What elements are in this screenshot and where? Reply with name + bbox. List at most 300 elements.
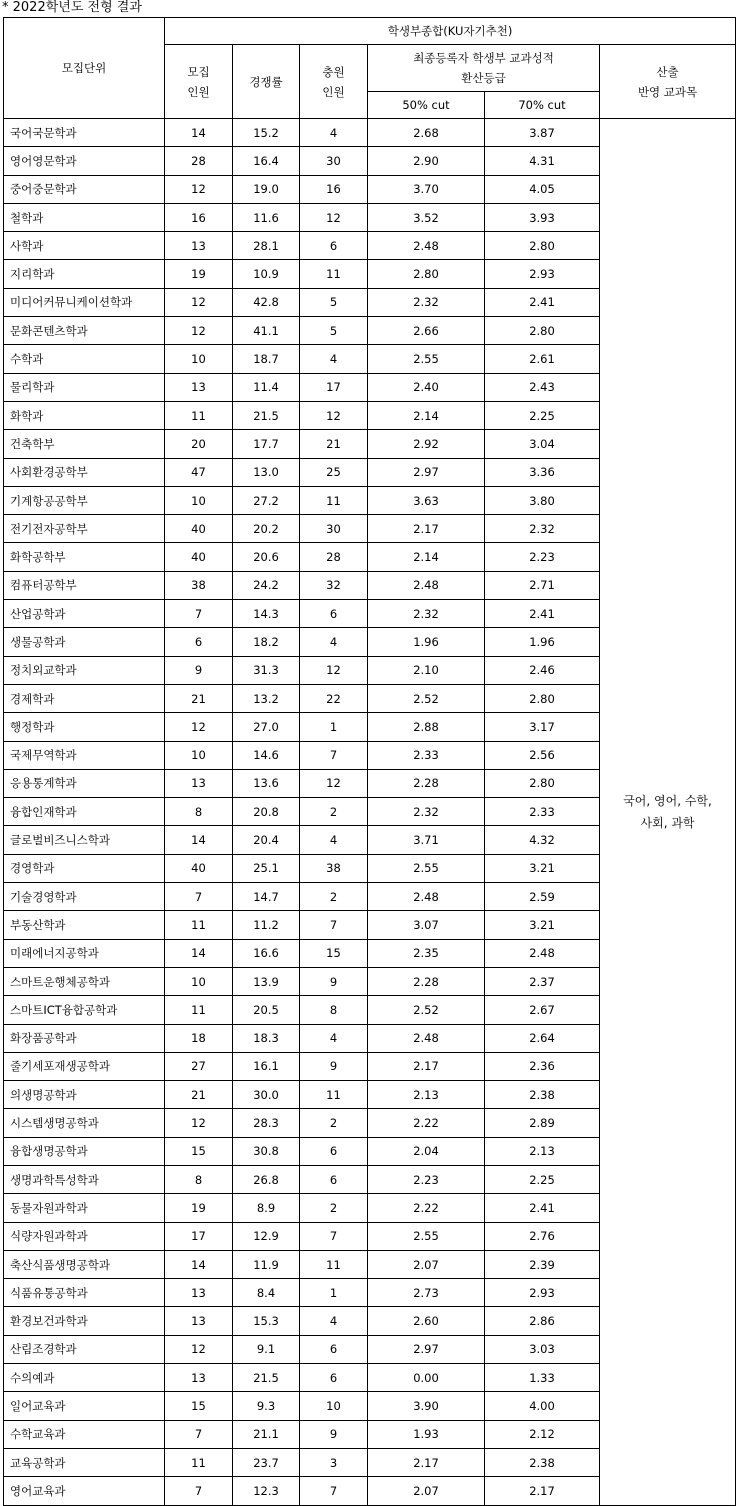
competition-rate-cell: 13.0 [233,458,300,486]
header-waitlist-line2: 인원 [322,84,345,99]
cut70-cell: 2.39 [485,1250,600,1278]
competition-rate-cell: 24.2 [233,571,300,599]
header-quota-line1: 모집 [187,64,210,79]
quota-cell: 10 [165,486,233,514]
waitlist-cell: 4 [300,826,368,854]
competition-rate-cell: 19.0 [233,175,300,203]
competition-rate-cell: 27.2 [233,486,300,514]
cut50-cell: 2.88 [368,713,485,741]
cut50-cell: 1.96 [368,628,485,656]
competition-rate-cell: 9.3 [233,1392,300,1420]
dept-name: 건축학부 [4,430,165,458]
dept-name: 글로벌비즈니스학과 [4,826,165,854]
quota-cell: 40 [165,854,233,882]
cut70-cell: 2.41 [485,1194,600,1222]
dept-name: 스마트ICT융합공학과 [4,996,165,1024]
waitlist-cell: 11 [300,1081,368,1109]
header-cut70: 70% cut [485,92,600,119]
cut70-cell: 2.25 [485,1165,600,1193]
cut50-cell: 2.97 [368,458,485,486]
quota-cell: 8 [165,798,233,826]
cut70-cell: 3.17 [485,713,600,741]
quota-cell: 14 [165,939,233,967]
waitlist-cell: 6 [300,1364,368,1392]
cut70-cell: 2.93 [485,260,600,288]
cut50-cell: 2.66 [368,317,485,345]
dept-name: 산업공학과 [4,600,165,628]
competition-rate-cell: 30.8 [233,1137,300,1165]
quota-cell: 16 [165,203,233,231]
cut50-cell: 2.48 [368,232,485,260]
waitlist-cell: 17 [300,373,368,401]
cut50-cell: 2.28 [368,967,485,995]
waitlist-cell: 2 [300,1109,368,1137]
waitlist-cell: 6 [300,1335,368,1363]
cut50-cell: 2.32 [368,600,485,628]
competition-rate-cell: 11.2 [233,911,300,939]
quota-cell: 13 [165,1307,233,1335]
competition-rate-cell: 28.3 [233,1109,300,1137]
waitlist-cell: 12 [300,203,368,231]
dept-name: 기술경영학과 [4,883,165,911]
quota-cell: 11 [165,996,233,1024]
waitlist-cell: 11 [300,1250,368,1278]
cut50-cell: 3.52 [368,203,485,231]
cut70-cell: 2.36 [485,1052,600,1080]
quota-cell: 47 [165,458,233,486]
quota-cell: 15 [165,1392,233,1420]
dept-name: 미디어커뮤니케이션학과 [4,288,165,316]
quota-cell: 14 [165,119,233,147]
quota-cell: 8 [165,1165,233,1193]
header-subjects-line1: 산출 [656,64,679,79]
cut50-cell: 2.52 [368,684,485,712]
cut70-cell: 2.59 [485,883,600,911]
waitlist-cell: 4 [300,345,368,373]
competition-rate-cell: 14.3 [233,600,300,628]
quota-cell: 13 [165,373,233,401]
cut70-cell: 2.80 [485,317,600,345]
dept-name: 생물공학과 [4,628,165,656]
header-subjects-line2: 반영 교과목 [637,84,698,99]
cut70-cell: 2.89 [485,1109,600,1137]
competition-rate-cell: 23.7 [233,1448,300,1476]
quota-cell: 19 [165,1194,233,1222]
waitlist-cell: 32 [300,571,368,599]
waitlist-cell: 22 [300,684,368,712]
competition-rate-cell: 15.2 [233,119,300,147]
quota-cell: 10 [165,345,233,373]
dept-name: 일어교육과 [4,1392,165,1420]
cut50-cell: 2.17 [368,1052,485,1080]
waitlist-cell: 21 [300,430,368,458]
header-grade-line1: 최종등록자 학생부 교과성적 [413,51,554,65]
cut50-cell: 2.68 [368,119,485,147]
competition-rate-cell: 11.4 [233,373,300,401]
quota-cell: 9 [165,656,233,684]
dept-name: 경제학과 [4,684,165,712]
competition-rate-cell: 14.6 [233,741,300,769]
quota-cell: 19 [165,260,233,288]
quota-cell: 27 [165,1052,233,1080]
waitlist-cell: 10 [300,1392,368,1420]
waitlist-cell: 7 [300,911,368,939]
quota-cell: 40 [165,515,233,543]
cut70-cell: 2.25 [485,401,600,429]
quota-cell: 7 [165,883,233,911]
waitlist-cell: 6 [300,232,368,260]
waitlist-cell: 4 [300,628,368,656]
cut50-cell: 0.00 [368,1364,485,1392]
cut50-cell: 2.35 [368,939,485,967]
waitlist-cell: 6 [300,1137,368,1165]
cut70-cell: 4.31 [485,147,600,175]
dept-name: 기계항공공학부 [4,486,165,514]
dept-name: 물리학과 [4,373,165,401]
waitlist-cell: 7 [300,1477,368,1505]
competition-rate-cell: 42.8 [233,288,300,316]
header-competition: 경쟁률 [233,45,300,119]
quota-cell: 12 [165,288,233,316]
competition-rate-cell: 9.1 [233,1335,300,1363]
cut70-cell: 2.61 [485,345,600,373]
waitlist-cell: 5 [300,288,368,316]
cut70-cell: 3.04 [485,430,600,458]
header-grade [368,45,600,92]
subjects-line: 국어, 영어, 수학, [623,793,712,808]
cut70-cell: 3.03 [485,1335,600,1363]
dept-name: 화학공학부 [4,543,165,571]
cut70-cell: 2.80 [485,232,600,260]
competition-rate-cell: 30.0 [233,1081,300,1109]
competition-rate-cell: 15.3 [233,1307,300,1335]
cut50-cell: 3.07 [368,911,485,939]
cut50-cell: 2.40 [368,373,485,401]
competition-rate-cell: 17.7 [233,430,300,458]
quota-cell: 40 [165,543,233,571]
waitlist-cell: 15 [300,939,368,967]
cut70-cell: 1.96 [485,628,600,656]
quota-cell: 6 [165,628,233,656]
quota-cell: 13 [165,232,233,260]
dept-name: 부동산학과 [4,911,165,939]
quota-cell: 28 [165,147,233,175]
cut50-cell: 2.07 [368,1250,485,1278]
dept-name: 경영학과 [4,854,165,882]
cut50-cell: 3.63 [368,486,485,514]
cut50-cell: 3.90 [368,1392,485,1420]
competition-rate-cell: 8.9 [233,1194,300,1222]
waitlist-cell: 8 [300,996,368,1024]
cut70-cell: 2.23 [485,543,600,571]
cut70-cell: 2.33 [485,798,600,826]
waitlist-cell: 16 [300,175,368,203]
competition-rate-cell: 12.9 [233,1222,300,1250]
waitlist-cell: 11 [300,486,368,514]
quota-cell: 12 [165,317,233,345]
subjects-cell [600,119,736,1506]
waitlist-cell: 6 [300,1165,368,1193]
dept-name: 국어국문학과 [4,119,165,147]
dept-name: 사회환경공학부 [4,458,165,486]
waitlist-cell: 7 [300,1222,368,1250]
quota-cell: 12 [165,713,233,741]
waitlist-cell: 6 [300,600,368,628]
waitlist-cell: 12 [300,656,368,684]
waitlist-cell: 4 [300,1024,368,1052]
cut50-cell: 2.10 [368,656,485,684]
quota-cell: 14 [165,826,233,854]
dept-name: 지리학과 [4,260,165,288]
cut50-cell: 2.92 [368,430,485,458]
cut70-cell: 2.46 [485,656,600,684]
cut70-cell: 4.32 [485,826,600,854]
dept-name: 중어중문학과 [4,175,165,203]
cut50-cell: 2.14 [368,401,485,429]
cut50-cell: 2.13 [368,1081,485,1109]
dept-name: 컴퓨터공학부 [4,571,165,599]
cut50-cell: 2.22 [368,1194,485,1222]
competition-rate-cell: 16.6 [233,939,300,967]
competition-rate-cell: 8.4 [233,1279,300,1307]
quota-cell: 17 [165,1222,233,1250]
cut50-cell: 2.28 [368,769,485,797]
header-grade-line2: 환산등급 [461,71,506,85]
dept-name: 식량자원과학과 [4,1222,165,1250]
cut50-cell: 2.14 [368,543,485,571]
cut70-cell: 2.80 [485,769,600,797]
quota-cell: 7 [165,1420,233,1448]
competition-rate-cell: 16.1 [233,1052,300,1080]
competition-rate-cell: 31.3 [233,656,300,684]
cut50-cell: 2.04 [368,1137,485,1165]
waitlist-cell: 30 [300,515,368,543]
cut70-cell: 4.00 [485,1392,600,1420]
cut50-cell: 2.55 [368,345,485,373]
dept-name: 스마트운행체공학과 [4,967,165,995]
waitlist-cell: 9 [300,967,368,995]
waitlist-cell: 1 [300,713,368,741]
dept-name: 수학교육과 [4,1420,165,1448]
cut70-cell: 2.17 [485,1477,600,1505]
cut70-cell: 2.38 [485,1081,600,1109]
dept-name: 응용통계학과 [4,769,165,797]
quota-cell: 10 [165,967,233,995]
competition-rate-cell: 20.6 [233,543,300,571]
cut50-cell: 2.55 [368,1222,485,1250]
dept-name: 사학과 [4,232,165,260]
cut50-cell: 2.55 [368,854,485,882]
header-waitlist [300,45,368,119]
competition-rate-cell: 18.7 [233,345,300,373]
cut50-cell: 2.60 [368,1307,485,1335]
dept-name: 동물자원과학과 [4,1194,165,1222]
competition-rate-cell: 11.9 [233,1250,300,1278]
dept-name: 철학과 [4,203,165,231]
cut50-cell: 2.90 [368,147,485,175]
competition-rate-cell: 25.1 [233,854,300,882]
quota-cell: 7 [165,1477,233,1505]
quota-cell: 13 [165,769,233,797]
quota-cell: 12 [165,175,233,203]
cut50-cell: 2.48 [368,883,485,911]
dept-name: 화학과 [4,401,165,429]
cut70-cell: 3.87 [485,119,600,147]
header-unit: 모집단위 [4,18,165,119]
cut70-cell: 2.38 [485,1448,600,1476]
table-row [4,119,736,147]
waitlist-cell: 38 [300,854,368,882]
dept-name: 생명과학특성학과 [4,1165,165,1193]
quota-cell: 18 [165,1024,233,1052]
competition-rate-cell: 28.1 [233,232,300,260]
cut50-cell: 2.73 [368,1279,485,1307]
cut50-cell: 2.33 [368,741,485,769]
cut50-cell: 2.17 [368,1448,485,1476]
waitlist-cell: 2 [300,798,368,826]
dept-name: 융합인재학과 [4,798,165,826]
cut70-cell: 2.71 [485,571,600,599]
cut70-cell: 3.21 [485,911,600,939]
competition-rate-cell: 20.5 [233,996,300,1024]
competition-rate-cell: 13.9 [233,967,300,995]
competition-rate-cell: 21.1 [233,1420,300,1448]
dept-name: 행정학과 [4,713,165,741]
dept-name: 문화콘텐츠학과 [4,317,165,345]
cut70-cell: 3.80 [485,486,600,514]
dept-name: 교육공학과 [4,1448,165,1476]
waitlist-cell: 4 [300,1307,368,1335]
competition-rate-cell: 18.2 [233,628,300,656]
competition-rate-cell: 41.1 [233,317,300,345]
subjects-line: 사회, 과학 [640,815,695,830]
cut70-cell: 2.93 [485,1279,600,1307]
quota-cell: 15 [165,1137,233,1165]
cut50-cell: 3.70 [368,175,485,203]
competition-rate-cell: 20.4 [233,826,300,854]
competition-rate-cell: 20.2 [233,515,300,543]
cut70-cell: 2.86 [485,1307,600,1335]
waitlist-cell: 5 [300,317,368,345]
quota-cell: 11 [165,401,233,429]
dept-name: 수학과 [4,345,165,373]
header-subjects [600,45,736,119]
quota-cell: 20 [165,430,233,458]
dept-name: 전기전자공학부 [4,515,165,543]
competition-rate-cell: 18.3 [233,1024,300,1052]
dept-name: 정치외교학과 [4,656,165,684]
dept-name: 영어교육과 [4,1477,165,1505]
quota-cell: 11 [165,911,233,939]
waitlist-cell: 25 [300,458,368,486]
cut50-cell: 3.71 [368,826,485,854]
cut50-cell: 2.48 [368,1024,485,1052]
cut50-cell: 2.22 [368,1109,485,1137]
cut50-cell: 2.32 [368,798,485,826]
header-cut50: 50% cut [368,92,485,119]
header-quota [165,45,233,119]
cut70-cell: 2.32 [485,515,600,543]
dept-name: 의생명공학과 [4,1081,165,1109]
competition-rate-cell: 13.2 [233,684,300,712]
cut70-cell: 2.13 [485,1137,600,1165]
cut70-cell: 2.48 [485,939,600,967]
cut50-cell: 2.32 [368,288,485,316]
quota-cell: 11 [165,1448,233,1476]
dept-name: 축산식품생명공학과 [4,1250,165,1278]
cut50-cell: 2.23 [368,1165,485,1193]
competition-rate-cell: 11.6 [233,203,300,231]
waitlist-cell: 9 [300,1052,368,1080]
dept-name: 미래에너지공학과 [4,939,165,967]
dept-name: 산림조경학과 [4,1335,165,1363]
cut50-cell: 2.48 [368,571,485,599]
waitlist-cell: 2 [300,883,368,911]
waitlist-cell: 30 [300,147,368,175]
quota-cell: 12 [165,1109,233,1137]
waitlist-cell: 9 [300,1420,368,1448]
cut70-cell: 1.33 [485,1364,600,1392]
quota-cell: 21 [165,684,233,712]
quota-cell: 14 [165,1250,233,1278]
dept-name: 환경보건과학과 [4,1307,165,1335]
competition-rate-cell: 10.9 [233,260,300,288]
quota-cell: 7 [165,600,233,628]
dept-name: 융합생명공학과 [4,1137,165,1165]
waitlist-cell: 2 [300,1194,368,1222]
competition-rate-cell: 13.6 [233,769,300,797]
competition-rate-cell: 26.8 [233,1165,300,1193]
cut50-cell: 1.93 [368,1420,485,1448]
cut50-cell: 2.17 [368,515,485,543]
waitlist-cell: 3 [300,1448,368,1476]
waitlist-cell: 4 [300,119,368,147]
competition-rate-cell: 21.5 [233,401,300,429]
cut50-cell: 2.07 [368,1477,485,1505]
dept-name: 식품유통공학과 [4,1279,165,1307]
quota-cell: 21 [165,1081,233,1109]
header-admission-type: 학생부종합(KU자기추천) [165,18,736,45]
cut70-cell: 2.64 [485,1024,600,1052]
competition-rate-cell: 20.8 [233,798,300,826]
quota-cell: 12 [165,1335,233,1363]
waitlist-cell: 11 [300,260,368,288]
competition-rate-cell: 14.7 [233,883,300,911]
cut70-cell: 2.37 [485,967,600,995]
cut50-cell: 2.52 [368,996,485,1024]
dept-name: 줄기세포재생공학과 [4,1052,165,1080]
cut50-cell: 2.97 [368,1335,485,1363]
cut70-cell: 2.41 [485,600,600,628]
competition-rate-cell: 16.4 [233,147,300,175]
waitlist-cell: 1 [300,1279,368,1307]
cut70-cell: 2.67 [485,996,600,1024]
cut70-cell: 3.36 [485,458,600,486]
dept-name: 수의예과 [4,1364,165,1392]
dept-name: 시스템생명공학과 [4,1109,165,1137]
dept-name: 국제무역학과 [4,741,165,769]
cut70-cell: 2.56 [485,741,600,769]
waitlist-cell: 12 [300,401,368,429]
waitlist-cell: 28 [300,543,368,571]
waitlist-cell: 12 [300,769,368,797]
quota-cell: 38 [165,571,233,599]
competition-rate-cell: 21.5 [233,1364,300,1392]
dept-name: 영어영문학과 [4,147,165,175]
quota-cell: 10 [165,741,233,769]
admission-results-table [3,17,736,1506]
quota-cell: 13 [165,1364,233,1392]
